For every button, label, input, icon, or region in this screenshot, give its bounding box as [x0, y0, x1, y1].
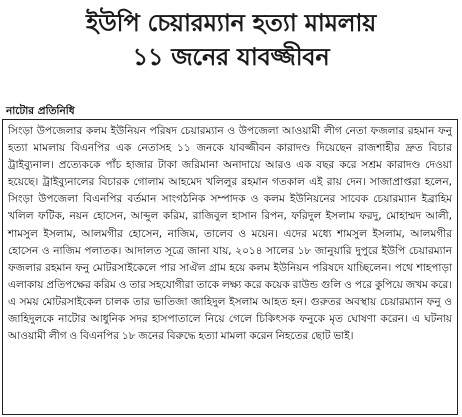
headline-line-1: ইউপি চেয়ারম্যান হত্যা মামলায়: [86, 9, 376, 37]
article-body-box: [2, 119, 458, 415]
byline: নাটোর প্রতিনিধি: [6, 105, 75, 117]
article-body-text: সিংড়া উপজেলার কলম ইউনিয়ন পরিষদ চেয়ারম্যান ও উপজেলা আওয়ামী লীগ নেতা ফজলার রহমান ফনু হত্যা মামলায় বিএনপির এক নেতাসহ ১১ জনকে যাবজ্জীবন কারাদণ্ড দিয়েছেন রাজশাহীর দ্রুত বিচার ট্রাইব্যুনাল। প্রত্যেককে পাঁচ হাজার টাকা জরিমানা অনাদায়ে আরও এক বছর করে সশ্রম কারাদণ্ড দেওয়া হয়েছে। ট্রাইব্যুনালের বিচারক গোলাম আহমেদ খলিলুর রহমান গতকাল এই রায় দেন। সাজাপ্রাপ্তরা হলেন, সিংড়া উপজেলা বিএনপির বর্তমান সাংগঠনিক সম্পাদক ও কলম ইউনিয়নের সাবেক চেয়ারম্যান ইব্রাহিম খলিল ফটিক, নয়ন হোসেন, আব্দুল করিম, রাজিবুল হাসান রিপন, ফরিদুল ইসলাম ফরদু, মোহাম্মদ আলী, শামসুল ইসলাম, আলমগীর হোসেন, নাজিম, তালেব ও ময়েন। এদের মধ্যে শামসুল ইসলাম, আলমগীর হোসেন ও নাজিম পলাতক। আদালত সূত্রে জানা যায়, ২০১৪ সালের ১৮ জানুয়ারি দুপুরে ইউপি চেয়ারম্যান ফজলার রহমান ফনু মোটরসাইকেলে পার সাঐল গ্রাম হয়ে কলম ইউনিয়ন পরিষদে যাচ্ছিলেন। পথে শাহপাড়া এলাকায় প্রতিপক্ষের করিম ও তার সহযোগীরা তাকে লক্ষ্য করে কয়েক রাউন্ড গুলি ও পরে কুপিয়ে জখম করে। এ সময় মোটরসাইকেল চালক তার ভাতিজা জাহিদুল ইসলাম আহত হন। গুরুতর অবস্থায় চেয়ারম্যান ফনু ও জাহিদুলকে নাটোর আধুনিক সদর হাসপাতালে নিয়ে গেলে চিকিৎসক ফনুকে মৃত ঘোষণা করেন। এ ঘটনায় আওয়ামী লীগ ও বিএনপির ১৮ জনের বিরুদ্ধে হত্যা মামলা করেন নিহতের ছোট ভাই।: [8, 125, 452, 343]
headline-line-2: ১১ জনের যাবজ্জীবন: [132, 43, 330, 71]
headline: [0, 0, 462, 74]
